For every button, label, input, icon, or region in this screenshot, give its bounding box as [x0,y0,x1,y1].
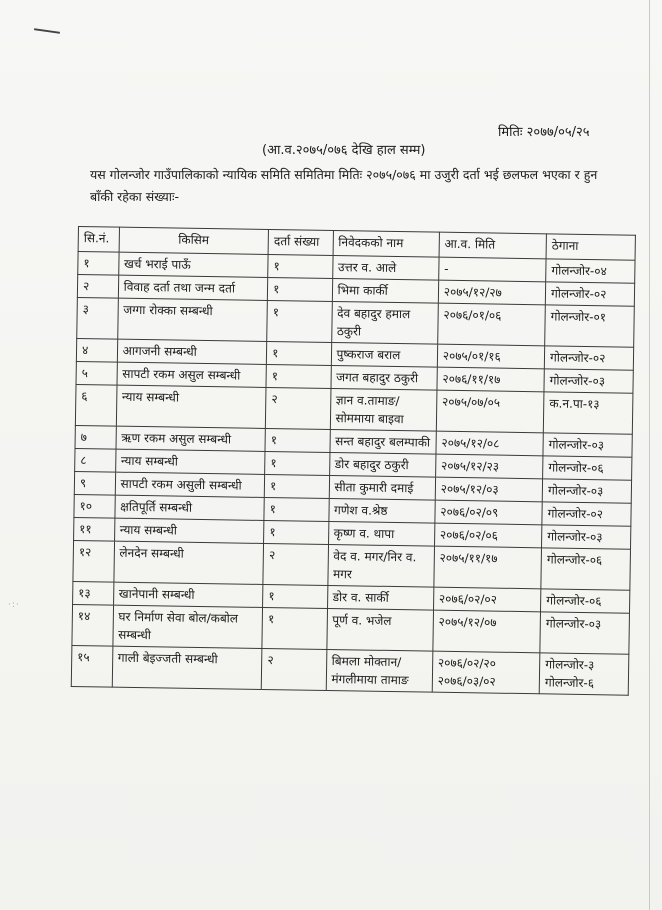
cell-date [437,303,545,346]
cell-place [543,456,632,480]
cell-type [117,362,267,387]
cell-date-text: २०७६/०२/०९ [440,504,499,520]
cell-count [264,474,329,498]
cell-count-text: १ [273,259,280,274]
cell-place-text: गोलन्जोर-०३ [547,529,603,545]
cell-type-text: खानेपानी सम्बन्धी [118,586,195,602]
cell-place [541,589,630,613]
scan-speck: ·:· [8,600,20,610]
cell-name [331,301,438,344]
cell-date [437,344,545,369]
cell-sn [75,425,116,449]
cell-name-text: गणेश व.श्रेष्ठ [333,503,388,518]
cell-name [326,608,433,651]
cell-place [542,502,631,526]
cell-date [438,280,546,305]
cell-count-text: १ [267,612,275,627]
cell-sn [75,384,116,426]
cases-table [71,226,636,696]
cell-name-text: डोर व. सार्की [332,590,389,605]
cell-place-text: गोलन्जोर-०३ [549,373,606,389]
cell-type-text: खर्च भराई पाऊँ [123,256,191,272]
col-header-count: दर्ता संख्या [268,229,333,255]
cell-sn [74,517,115,541]
cell-name-text: सन्त बहादुर बलम्पाकी [335,434,431,450]
cell-name [326,649,433,692]
fiscal-year-subtitle: (आ.व.२०७५/०७६ देखि हाल सम्म) [262,143,426,158]
cell-count-text: १ [272,305,280,320]
cell-date-text: २०७६/०२/०६ [439,527,499,543]
cell-name-text: पुष्कराज बराल [336,347,401,363]
cell-count [265,451,330,475]
cell-sn [74,494,115,518]
cell-sn [76,361,117,385]
cell-name [328,498,435,523]
col-header-type: किसिम [119,227,269,254]
cell-type-text: ऋण रकम असुल सम्बन्धी [121,430,232,447]
cell-sn [76,338,117,362]
cell-type [118,252,268,277]
cell-sn-text: ८ [80,453,87,468]
cell-place-text: गोलन्जोर-०३ [545,616,602,632]
cell-date-text: २०७५/१२/२७ [443,284,502,300]
cell-sn-text: ९ [79,476,87,491]
cell-name [331,342,438,367]
cell-place-text-2: गोलन्जोर-६ [544,675,595,691]
cell-type-text: घर निर्माण सेवा बोल/कबोल सम्बन्धी [118,609,239,643]
cell-count [264,497,329,521]
cell-type-text: विवाह दर्ता तथा जन्म दर्ता [123,279,236,296]
cell-name-text: बिमला मोक्तान/मंगलीमाया तामाङ [331,654,409,688]
cell-place-text: गोलन्जोर-३ [545,657,595,673]
cell-place-text: गोलन्जोर-०२ [550,286,607,302]
cell-name-text: पूर्ण व. भजेल [332,613,392,628]
page-edge [649,0,650,910]
cell-type-text: सापटी रकम असुली सम्बन्धी [120,476,242,493]
cell-type [114,518,264,543]
cell-sn [71,645,112,687]
cell-name [328,521,435,546]
cell-count-text: १ [270,433,278,448]
cell-date-text: २०७५/१२/०३ [440,481,499,497]
cell-place [544,346,633,370]
cell-name [332,256,439,281]
cell-place-text: गोलन्जोर-०२ [547,506,604,522]
document-date: मितिः २०७७/०५/२५ [498,125,590,140]
cell-type [117,298,267,341]
cell-sn-text: १४ [77,609,91,624]
cell-place-text: क.न.पा-१३ [549,396,600,412]
cell-count-text: १ [269,502,277,517]
cell-name [330,365,437,390]
cell-place-text: गोलन्जोर-०२ [549,350,606,366]
cell-count [266,364,331,388]
cell-place [543,392,633,434]
cell-date-text: २०७६/०२/०२ [438,591,498,607]
cell-date [435,500,543,525]
cell-type [114,541,264,584]
cell-type [115,495,265,520]
cell-name-text: देव बहादुर हमाल ठकुरी [336,306,411,339]
cell-date-text: २०७५/११/१७ [439,550,498,566]
cell-place [542,525,631,549]
cell-date-text: २०७६/०१/०६ [443,307,502,323]
cell-type-text: गाली बेइज्जती सम्बन्धी [117,650,218,667]
cell-place-text: गोलन्जोर-०६ [546,552,603,568]
cell-date [432,651,540,694]
cell-sn [74,471,115,495]
cell-sn [77,275,118,299]
cell-type-text: लेनदेन सम्बन्धी [119,545,184,561]
col-header-sn: सि.नं. [78,227,119,253]
cell-name-text: भिमा कार्की [337,283,388,298]
cell-sn [72,604,113,646]
cell-type [113,582,263,607]
cell-sn-text: ११ [79,522,92,537]
cell-sn [77,297,118,339]
cell-type-text: क्षतिपूर्ति सम्बन्धी [120,499,193,515]
col-header-name: निवेदकको नाम [333,231,440,258]
cell-sn-text: १० [79,499,93,514]
pen-mark [34,28,60,34]
cell-date-text: २०७५/१२/०७ [438,614,497,630]
cell-sn-text: २ [82,279,90,294]
cell-sn-text: ५ [81,366,89,381]
cell-name [327,585,434,610]
cell-date [435,477,543,502]
cell-sn [75,448,116,472]
cell-count [267,300,332,342]
cell-type [118,275,268,300]
cell-date-text: २०७६/११/१७ [442,371,501,387]
cell-date [436,431,544,456]
cell-name-text: जगत बहादुर ठकुरी [336,370,419,386]
cell-place [542,479,631,503]
cell-name [329,429,436,454]
cell-name [329,475,436,500]
cell-place [545,305,635,347]
cell-place [540,612,630,654]
cell-place-text: गोलन्जोर-०१ [550,309,607,325]
cell-date-text: २०७५/१२/२३ [440,458,500,474]
cell-place [541,548,631,590]
cell-date-text: २०७५/०१/१६ [442,348,501,364]
cell-place [546,259,635,283]
cell-date-text: २०७५/१२/०८ [441,435,500,451]
cell-date [435,454,543,479]
cell-count-text: १ [269,525,276,540]
cell-count-text: २ [267,653,274,668]
cell-count [265,428,330,452]
cell-type-text: न्याय सम्बन्धी [121,389,180,405]
cell-name-text: सीता कुमारी दमाई [334,480,414,496]
cell-sn [73,581,114,605]
cell-count-text: २ [268,548,276,563]
cell-place-text: गोलन्जोर-०३ [547,483,604,499]
cell-type-text: आगजनी सम्बन्धी [122,343,197,359]
cell-place-text: गोलन्जोर-०६ [546,593,602,609]
cell-date-text: २०७५/०७/०५ [441,394,501,410]
cell-count-text: १ [273,282,280,297]
cell-count-text: १ [270,456,277,471]
cell-type [117,339,267,364]
cell-count-text: २ [271,392,278,407]
cell-name-text: कृष्ण व. थापा [333,526,395,542]
cell-count [267,341,332,365]
cell-date [434,546,542,589]
cell-name [329,452,436,477]
cell-date [433,587,541,612]
cell-name-text: वेद व. मगर/निर व. मगर [332,549,417,582]
cell-count [261,648,326,690]
intro-paragraph: यस गोलन्जोर गाउँपालिकाको न्यायिक समिति समितिमा मितिः २०७५/०७६ मा उजुरी दर्ता भई छलफल भएका र हुन बाँकी रहेका संख्याः- [90,167,598,204]
cell-type-text: सापटी रकम असुल सम्बन्धी [122,366,241,383]
cell-sn-text: ३ [82,302,90,317]
cell-sn-text: ४ [81,343,89,358]
cell-type-text: न्याय सम्बन्धी [119,522,178,538]
cell-type [116,426,266,451]
cell-count-text: १ [272,346,279,361]
cell-count [263,584,328,608]
table-row [71,645,629,695]
cell-type-text: न्याय सम्बन्धी [120,453,179,469]
cell-type [116,385,266,428]
cell-sn-text: ६ [81,389,88,404]
cell-name [330,388,437,431]
cell-name-text: ज्ञान व.तामाङ/सोममाया बाइवा [335,393,404,427]
cell-date-text: - [444,261,449,276]
cell-type [115,472,265,497]
cell-count [262,607,327,649]
cell-date [437,367,545,392]
cell-date [438,257,546,282]
cell-place-text: गोलन्जोर-०३ [548,437,605,453]
cell-date-text-2: २०७६/०३/०२ [437,673,496,689]
cell-name-text: उत्तर व. आले [337,260,397,276]
cell-sn-text: १३ [78,586,91,601]
cell-date [434,523,542,548]
cell-place [543,433,632,457]
cell-date [436,390,544,433]
cell-name [327,544,434,587]
cell-count [268,277,333,301]
cell-count [263,543,328,585]
cell-type-text: जग्गा रोक्का सम्बन्धी [123,302,213,319]
cell-place [539,653,629,695]
cell-count-text: १ [271,369,279,384]
cell-count-text: १ [268,589,275,604]
cell-place [545,282,634,306]
cell-sn-text: १५ [77,650,90,665]
cell-place-text: गोलन्जोर-०६ [548,460,604,476]
cell-sn-text: १२ [78,545,92,560]
cell-sn-text: १ [83,256,90,271]
cell-date [433,610,541,653]
cell-type [113,605,263,648]
cell-sn [73,540,114,582]
cell-sn [78,252,119,276]
cell-name [332,278,439,303]
cell-place [544,369,633,393]
cell-count [266,387,331,429]
cell-type [115,449,265,474]
cell-count-text: १ [270,479,277,494]
cell-count [264,520,329,544]
col-header-place: ठेगाना [546,234,635,260]
cell-count [268,254,333,278]
cell-place-text: गोलन्जोर-०४ [551,263,607,279]
cell-type [112,646,262,689]
cell-sn-text: ७ [80,430,88,445]
col-header-date: आ.व. मिति [439,232,547,259]
cell-date-text: २०७६/०२/२० [437,655,497,671]
cell-name-text: डोर बहादुर ठकुरी [334,457,409,473]
